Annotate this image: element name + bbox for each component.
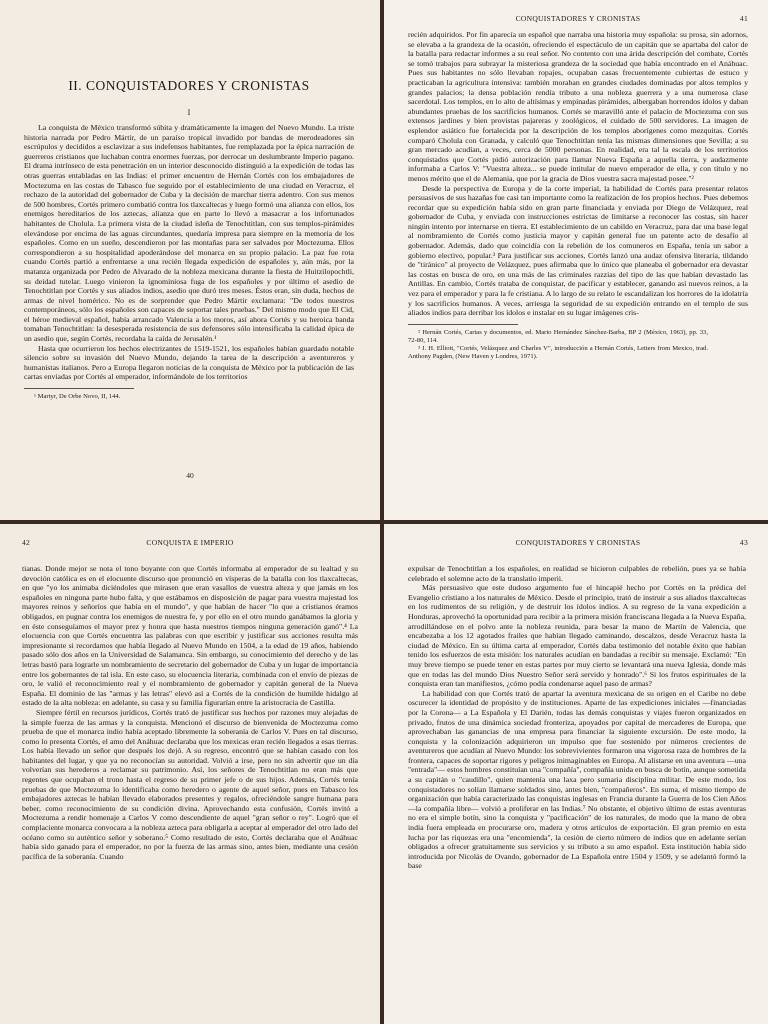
paragraph: Siempre fértil en recursos jurídicos, Cortés trató de justificar sus hechos por razones muy alejadas de la simple fuerza de las armas y la conquista. Mencionó el discurso de bienvenida de Moctezuma como prueba de que el monarca indio había aceptado libremente la soberanía de Carlos V. Pues en tal discurso, como lo presenta Cortés, el amo del Anáhuac declaraba que los mexicas eran recién llegados a esas tierras. Los había llevado un señor que después los dejó. A su regreso, encontró que se habían casado con los habitantes del lugar, y que ya no reconocían su autoridad. Volvió a irse, pero no sin advertir que un día volverían sus herederos a reclamar su patrimonio. Así, los señores de Tenochtitlan no eran más que regentes que ocupaban el trono hasta el regreso de su primer jefe o de sus hijos. Además, Cortés tenía pruebas de que Moctezuma lo identificaba como heredero o agente de aquel señor, pues en Tabasco los embajadores aztecas le habían llevado elaborados presentes y regalos, ofreciéndole sangre humana para beber, como reconocimiento de su condición divina. Aprovechando esta confusión, Cortés invitó a Moctezuma a rendir homenaje a Carlos V como descendiente de aquel "gran señor o rey". Logró que el complaciente monarca convocara a la nobleza azteca para obligarla a aceptar al emperador del otro lado del océano como su auténtico señor y soberano.⁵ Como resultado de esto, Cortés declaraba que el Anáhuac había sido ganado para el emperador, no por la fuerza de las armas sino, antes bien, mediante una cesión pacífica de la soberanía. Cuando — [22, 707, 358, 861]
paragraph: Más persuasivo que este dudoso argumento fue el hincapié hecho por Cortés en la prédica del Evangelio cristiano a los naturales de México. Desde el principio, trató de instruir a sus aliados tlaxcaltecas en los rudimentos de su religión, y de destruir los ídolos indios. A su regreso de la vana expedición a Honduras, aprovechó la oportunidad para recibir a la primera misión franciscana llegada a la Nueva España, arrodillándose en el polvo ante la nobleza reunida, para besar la mano de Martín de Valencia, que encabezaba a los 12 agotados frailes que habían llegado caminando, descalzos, desde Veracruz hasta la ciudad de México. En su última carta al emperador, Cortés daba testimonio del notable éxito que habían tenido los esfuerzos de esta misión: los naturales acudían en bandadas a recibir su mensaje. Exclamó: "En muy breve tiempo se puede tener en estas partes por muy cierto se levantará una nueva Iglesia, donde más que en todas las del mundo Dios Nuestro Señor será servido y honrado".⁶ Si los frutos espirituales de la conquista eran tan manifiestos, ¿cómo podía condenarse aquel paso de armas? — [408, 583, 746, 689]
page-number: 43 — [739, 538, 748, 547]
running-head — [22, 538, 358, 547]
paragraph: La conquista de México transformó súbita y dramáticamente la imagen del Nuevo Mundo. La triste historia narrada por Pedro Mártir, de un paraíso tropical invadido por bandas de merodeadores sin escrúpulos y decididos a esclavizar a sus indefensos habitantes, fue remplazada por la épica narración de guerreros cristianos que luchaban contra enormes fuerzas, por derrocar un deslumbrante Imperio pagano. El drama intrínseco de esta penetración en un interior desconocido distinguió a la expedición de todas las otras guerras entabladas en las Indias: el primer encuentro de Hernán Cortés con los embajadores de Moctezuma en las costas de Tabasco fue seguido por el establecimiento de una ciudad en Veracruz, el rechazo de la autoridad del gobernador de Cuba y la decisión de marchar tierra adentro. Con sus menos de 500 hombres, Cortés primero combatió contra los tlaxcaltecas y luego formó una alianza con ellos, los enemigos hereditarios de los aztecas, alianza que en parte lo llevó a masacrar a los infortunados habitantes de Cholula. La primera vista de la ciudad isleña de Tenochtitlan, con sus templos-pirámides elevándose por encima de las aguas circundantes, quedaría impresa para siempre en la memoria de los españoles. Como en un sueño, descendieron por las montañas para ser salvados por Moctezuma. Ellos correspondieron a su hospitalidad apoderándose del monarca en su propio palacio. La paz fue rota cuando Cortés partió a enfrentarse a una recién llegada expedición de españoles y, aún más, por la matanza organizada por Pedro de Alvarado de la nobleza mexicana durante la fiesta de Huitzilopochtli, su deidad tutelar. Luego vinieron la ignominiosa fuga de los españoles y por último el asedio de Tenochtitlan por Cortés y sus aliados indios, asedio que duró tres meses. Éstos eran, sin duda, hechos de armas de nivel homérico. No es de sorprender que Pedro Mártir exclamara: "De todos nuestros contemporáneos, sólo los españoles son capaces de soportar tales pruebas." Del mismo modo que El Cid, el héroe medieval español, había arrancado Valencia a los moros, así ahora Cortés y su heroica banda tomaban Tenochtitlan: la desesperada resistencia de sus defensores sólo intensificaba la calidad épica de un asedio que, según Cortés, recordaba la caída de Jerusalén.¹ — [24, 123, 354, 344]
paragraph: recién adquiridos. Por fin aparecía un español que narraba una historia muy española: su prosa, sin adornos, se elevaba a la grandeza de la ocasión, ofreciendo el espectáculo de un capitán que se apartaba del calor de la batalla para redactar informes a su real señor. No contento con una árida descripción del combate, Cortés se tomó trabajos para subrayar la misteriosa grandeza de la sociedad que había encontrado en el Anáhuac. Pues sus habitantes no sólo llevaban ropajes, ocupaban casas frecuentemente cubiertas de estuco y practicaban la agricultura intensiva: también moraban en grandes ciudades dominadas por altos templos y grandes palacios; la densa población rendía tributo a una nobleza guerrera y a una numerosa clase sacerdotal. Los templos, en lo alto de altísimas y empinadas pirámides, albergaban horrendos ídolos y daban abundantes pruebas de los sacrificios humanos. Cortés se maravilló ante el palacio de Moctezuma con sus extensos jardines y bien provistas pajareras y zoológicos, el cuidado de 500 servidores. La imagen de esplendor asiático fue fortalecida por la descripción de los templos aborígenes como mezquitas. Cortés comparó Cholula con Granada, y calculó que Tenochtitlan tenía las mismas dimensiones que Sevilla; a su gran mercado acudían, a veces, cerca de 5000 personas. En realidad, era tal la escala de los territorios conquistados que Cortés pidió autorización para llamar Nueva España a aquella tierra, y audazmente informaba a Carlos V: "Vuestra alteza... se puede intitular de nuevo emperador de ella, y con título y no menos mérito que el de Alemania, que por la gracia de Dios vuestra sacra majestad posee."² — [408, 30, 748, 183]
paragraph: Hasta que ocurrieron los hechos electrizantes de 1519-1521, los españoles habían guardado notable silencio sobre su invasión del Nuevo Mundo, dejando la tarea de la descripción a aventureros y humanistas italianos. Pero a Europa llegaron noticias de la conquista de México por la publicación de las cartas enviadas por Cortés al emperador, informándole de los territorios — [24, 343, 354, 382]
chapter-title: II. CONQUISTADORES Y CRONISTAS — [68, 78, 310, 93]
page-40 — [0, 0, 380, 520]
running-head — [408, 14, 748, 23]
page-42 — [0, 524, 380, 1024]
footnote: ³ J. H. Elliott, "Cortés, Velázquez and Charles V", introducción a Hernán Cortés, Letters from Mexico, trad. Anthony Pagden, (New Haven y Londres, 1971). — [408, 344, 708, 360]
section-numeral: I — [187, 108, 191, 117]
footnote: ² Hernán Cortés, Cartas y documentos, ed. Mario Hernández Sánchez-Barba, BP 2 (México, 1963), pp. 33, 72-80, 114. — [408, 328, 708, 344]
running-head — [408, 538, 748, 547]
page-43 — [384, 524, 768, 1024]
paragraph: La habilidad con que Cortés trató de apartar la aventura mexicana de su origen en el Caribe no debe oscurecer la identidad de propósito y de instituciones. Aparte de las expediciones iniciales —financiadas por la Corona— a La Española y El Darién, todas las demás conquistas y viajes fueron organizados en privado, frutos de una dinámica sociedad fronteriza, apoyados por capital de mercaderes de Europa, que aprovechaban las ganancias de una empresa para financiar la siguiente excursión. De este modo, la conquista y la colonización adquirieron un impulso que fue sostenido por números crecientes de aventureros que acudían al Nuevo Mundo: los sobrevivientes formaron una vigorosa raza de hombres de la frontera, capaces de soportar rigores y peligros inimaginables en Europa. Al alistarse en una aventura —una "entrada"— estos hombres constituían una "compañía", compañía unida en busca de botín, aunque sometida a su capitán o "caudillo", quien mantenía una laxa pero sumaria disciplina militar. De este modo, los conquistadores no solían llamarse soldados sino, antes bien, "compañeros". En suma, el mismo tiempo de organización que había caracterizado las conquistas inglesas en Francia durante la Guerra de los Cien Años —la compañía libre— volvió a proliferar en las Indias.⁷ No obstante, el objetivo último de estas aventuras no era el simple botín, sino la conquista y "pacificación" de los naturales, de modo que la mano de obra india fuera empleada en procurarse oro, madera y otros artículos de exportación. El gran premio en esta lucha por las riquezas era una "encomienda", la cesión de cierto número de indios que en adelante serían obligados a ofrecer gratuitamente sus servicios y su tributo a su amo español. Esta institución había sido introducida por Nicolás de Ovando, gobernador de La Española entre 1504 y 1509, y se adelantó formó la base — [408, 688, 746, 871]
paragraph: expulsar de Tenochtitlan a los españoles, en realidad se hicieron culpables de rebelión, pues ya se había celebrado el solemne acto de la translatio imperii. — [408, 564, 746, 583]
paragraph: Desde la perspectiva de Europa y de la corte imperial, la habilidad de Cortés para presentar relatos persuasivos de sus hazañas fue casi tan importante como la realización de los propios hechos. Pues debemos recordar que su expedición había sido en gran parte financiada y enviada por Diego de Velázquez, real gobernador de Cuba, y enviada con instrucciones estrictas de limitarse a reconocer las costas, sin hacer ningún intento por internarse en tierra. El establecimiento de un cabildo en Veracruz, para dar una base legal al nombramiento de Cortés como justicia mayor y capitán general fue un patente acto de desafío al gobernador. Además, dado que coincidía con la rebelión de los comuneros en España, tenía un sabor a gobierno electivo, popular.³ Para justificar sus acciones, Cortés lanzó una audaz ofensiva literaria, tildando de "tiránico" al proyecto de Velázquez, pues afirmaba que lo único que planeaba el gobernador era devastar las costas en busca de oro, en una más de las criminales razzias del tipo de las que habían devastado las Antillas. En cambio, Cortés trataba de conquistar, de pacificar y establecer, ganando así nuevos reinos, a la vez para el emperador y para la fe cristiana. A lo largo de su relato le escandalizan los horrores de la idolatría y los sacrificios humanos. A veces, arriesga la seguridad de su expedición entrando en el templo de sus aliados indios para derribar los ídolos e instalar en su lugar imágenes cris- — [408, 183, 748, 318]
footnote: ¹ Martyr, De Orbe Novo, II, 144. — [34, 393, 121, 401]
page-number: 41 — [739, 14, 748, 23]
running-head-title: CONQUISTA E IMPERIO — [146, 538, 234, 547]
running-head-title: CONQUISTADORES Y CRONISTAS — [515, 14, 641, 23]
paragraph: tianas. Donde mejor se nota el tono boyante con que Cortés informaba al emperador de su lealtad y su devoción católica es en el elocuente discurso que pronunció en vísperas de la batalla con los tlaxcaltecas, en que "yo los animaba diciéndoles que mirasen que eran vasallos de vuestra alteza y que jamás en los españoles en ninguna parte hubo falta, y que estábamos en disposición de pagar para vuestra majestad los mayores reinos y señoríos que había en el mundo", y que habían de hacer "lo que a cristianos éramos obligados, en pugnar contra los enemigos de nuestra fe, y por ello en el otro mundo ganábamos la gloria y en éste conseguíamos el mayor prez y honra que hasta nuestros tiempos ninguna generación ganó".⁴ La elocuencia con que Cortés encuentra las palabras con que escribir y justificar sus acciones resulta más impresionante si recordamos que había llegado al Nuevo Mundo en 1504, a la edad de 19 años, habiendo pasado sólo dos años en la Universidad de Salamanca. Sin embargo, su conocimiento del derecho y de las letras bastó para lograrle un nombramiento de secretario del gobernador de Cuba y un lugar de importancia entre los gobernantes de tal isla. En este caso, su elocuencia literaria, combinada con el envío de piezas de oro, le valió el reconocimiento real y el nombramiento de gobernador y capitán general de la Nueva España. El dominio de las "armas y las letras" elevó así a Cortés de la condición de humilde hidalgo al estado de la alta nobleza: en adelante, su casa y su familia figurarían entre la aristocracia de Castilla. — [22, 564, 358, 708]
page-number: 42 — [22, 538, 31, 547]
page-41 — [384, 0, 768, 520]
running-head-title: CONQUISTADORES Y CRONISTAS — [515, 538, 641, 547]
page-number: 40 — [186, 471, 194, 480]
